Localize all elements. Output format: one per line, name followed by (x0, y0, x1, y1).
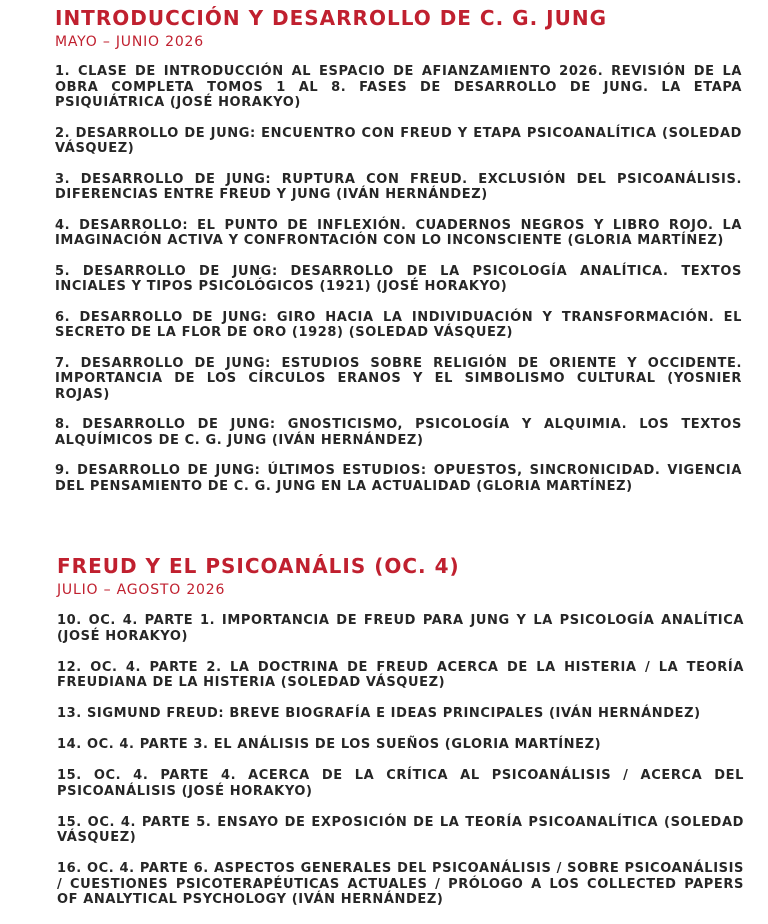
session-item: 2. DESARROLLO DE JUNG: ENCUENTRO CON FREUD Y ETAPA PSICOANALÍTICA (SOLEDAD VÁSQUEZ) (55, 125, 742, 156)
session-item: 9. DESARROLLO DE JUNG: ÚLTIMOS ESTUDIOS: OPUESTOS, SINCRONICIDAD. VIGENCIA DEL PENSAMIENTO DE C. G. JUNG EN LA ACTUALIDAD (GLORIA MARTÍNEZ) (55, 463, 742, 494)
session-item: 14. OC. 4. PARTE 3. EL ANÁLISIS DE LOS SUEÑOS (GLORIA MARTÍNEZ) (57, 737, 602, 752)
session-item: 12. OC. 4. PARTE 2. LA DOCTRINA DE FREUD ACERCA DE LA HISTERIA / LA TEORÍA FREUDIANA DE LA HISTERIA (SOLEDAD VÁSQUEZ) (57, 659, 744, 690)
session-item: 15. OC. 4. PARTE 4. ACERCA DE LA CRÍTICA AL PSICOANÁLISIS / ACERCA DEL PSICOANÁLISIS (JOSÉ HORAKYO) (57, 768, 744, 799)
session-item: 4. DESARROLLO: EL PUNTO DE INFLEXIÓN. CUADERNOS NEGROS Y LIBRO ROJO. LA IMAGINACIÓN ACTIVA Y CONFRONTACIÓN CON LO INCONSCIENTE (GLORIA MARTÍNEZ) (55, 217, 742, 248)
session-item: 1. CLASE DE INTRODUCCIÓN AL ESPACIO DE AFIANZAMIENTO 2026. REVISIÓN DE LA OBRA COMPLETA TOMOS 1 AL 8. FASES DE DESARROLLO DE JUNG. LA ETAPA PSIQUIÁTRICA (JOSÉ HORAKYO) (55, 64, 742, 110)
session-item: 7. DESARROLLO DE JUNG: ESTUDIOS SOBRE RELIGIÓN DE ORIENTE Y OCCIDENTE. IMPORTANCIA DE LOS CÍRCULOS ERANOS Y EL SIMBOLISMO CULTURAL (YOSNIER ROJAS) (55, 355, 742, 402)
session-item: 16. OC. 4. PARTE 6. ASPECTOS GENERALES DEL PSICOANÁLISIS / SOBRE PSICOANÁLISIS / CUESTIONES PSICOTERAPÉUTICAS ACTUALES / PRÓLOGO A LOS COLLECTED PAPERS OF ANALYTICAL PSYCHOLOGY (IVÁN HERNÁNDEZ) (57, 861, 744, 907)
section-title: INTRODUCCIÓN Y DESARROLLO DE C. G. JUNG (55, 6, 607, 30)
session-item: 15. OC. 4. PARTE 5. ENSAYO DE EXPOSICIÓN DE LA TEORÍA PSICOANALÍTICA (SOLEDAD VÁSQUEZ) (57, 814, 744, 845)
session-list (0, 64, 742, 494)
session-item: 6. DESARROLLO DE JUNG: GIRO HACIA LA INDIVIDUACIÓN Y TRANSFORMACIÓN. EL SECRETO DE LA FLOR DE ORO (1928) (SOLEDAD VÁSQUEZ) (55, 309, 742, 340)
session-item: 8. DESARROLLO DE JUNG: GNOSTICISMO, PSICOLOGÍA Y ALQUIMIA. LOS TEXTOS ALQUÍMICOS DE C. G. JUNG (IVÁN HERNÁNDEZ) (55, 417, 742, 448)
section-freud-psicoanalisis (0, 553, 768, 923)
session-list (0, 613, 744, 908)
section-introduccion-jung (0, 5, 768, 509)
section-title: FREUD Y EL PSICOANÁLIS (OC. 4) (57, 554, 460, 578)
section-dates: JULIO – AGOSTO 2026 (57, 582, 226, 598)
session-item: 5. DESARROLLO DE JUNG: DESARROLLO DE LA PSICOLOGÍA ANALÍTICA. TEXTOS INCIALES Y TIPOS PSICOLÓGICOS (1921) (JOSÉ HORAKYO) (55, 263, 742, 294)
section-dates: MAYO – JUNIO 2026 (55, 34, 204, 50)
session-item: 3. DESARROLLO DE JUNG: RUPTURA CON FREUD. EXCLUSIÓN DEL PSICOANÁLISIS. DIFERENCIAS ENTRE FREUD Y JUNG (IVÁN HERNÁNDEZ) (55, 171, 742, 202)
session-item: 10. OC. 4. PARTE 1. IMPORTANCIA DE FREUD PARA JUNG Y LA PSICOLOGÍA ANALÍTICA (JOSÉ HORAKYO) (57, 613, 744, 644)
session-item: 13. SIGMUND FREUD: BREVE BIOGRAFÍA E IDEAS PRINCIPALES (IVÁN HERNÁNDEZ) (57, 706, 701, 721)
